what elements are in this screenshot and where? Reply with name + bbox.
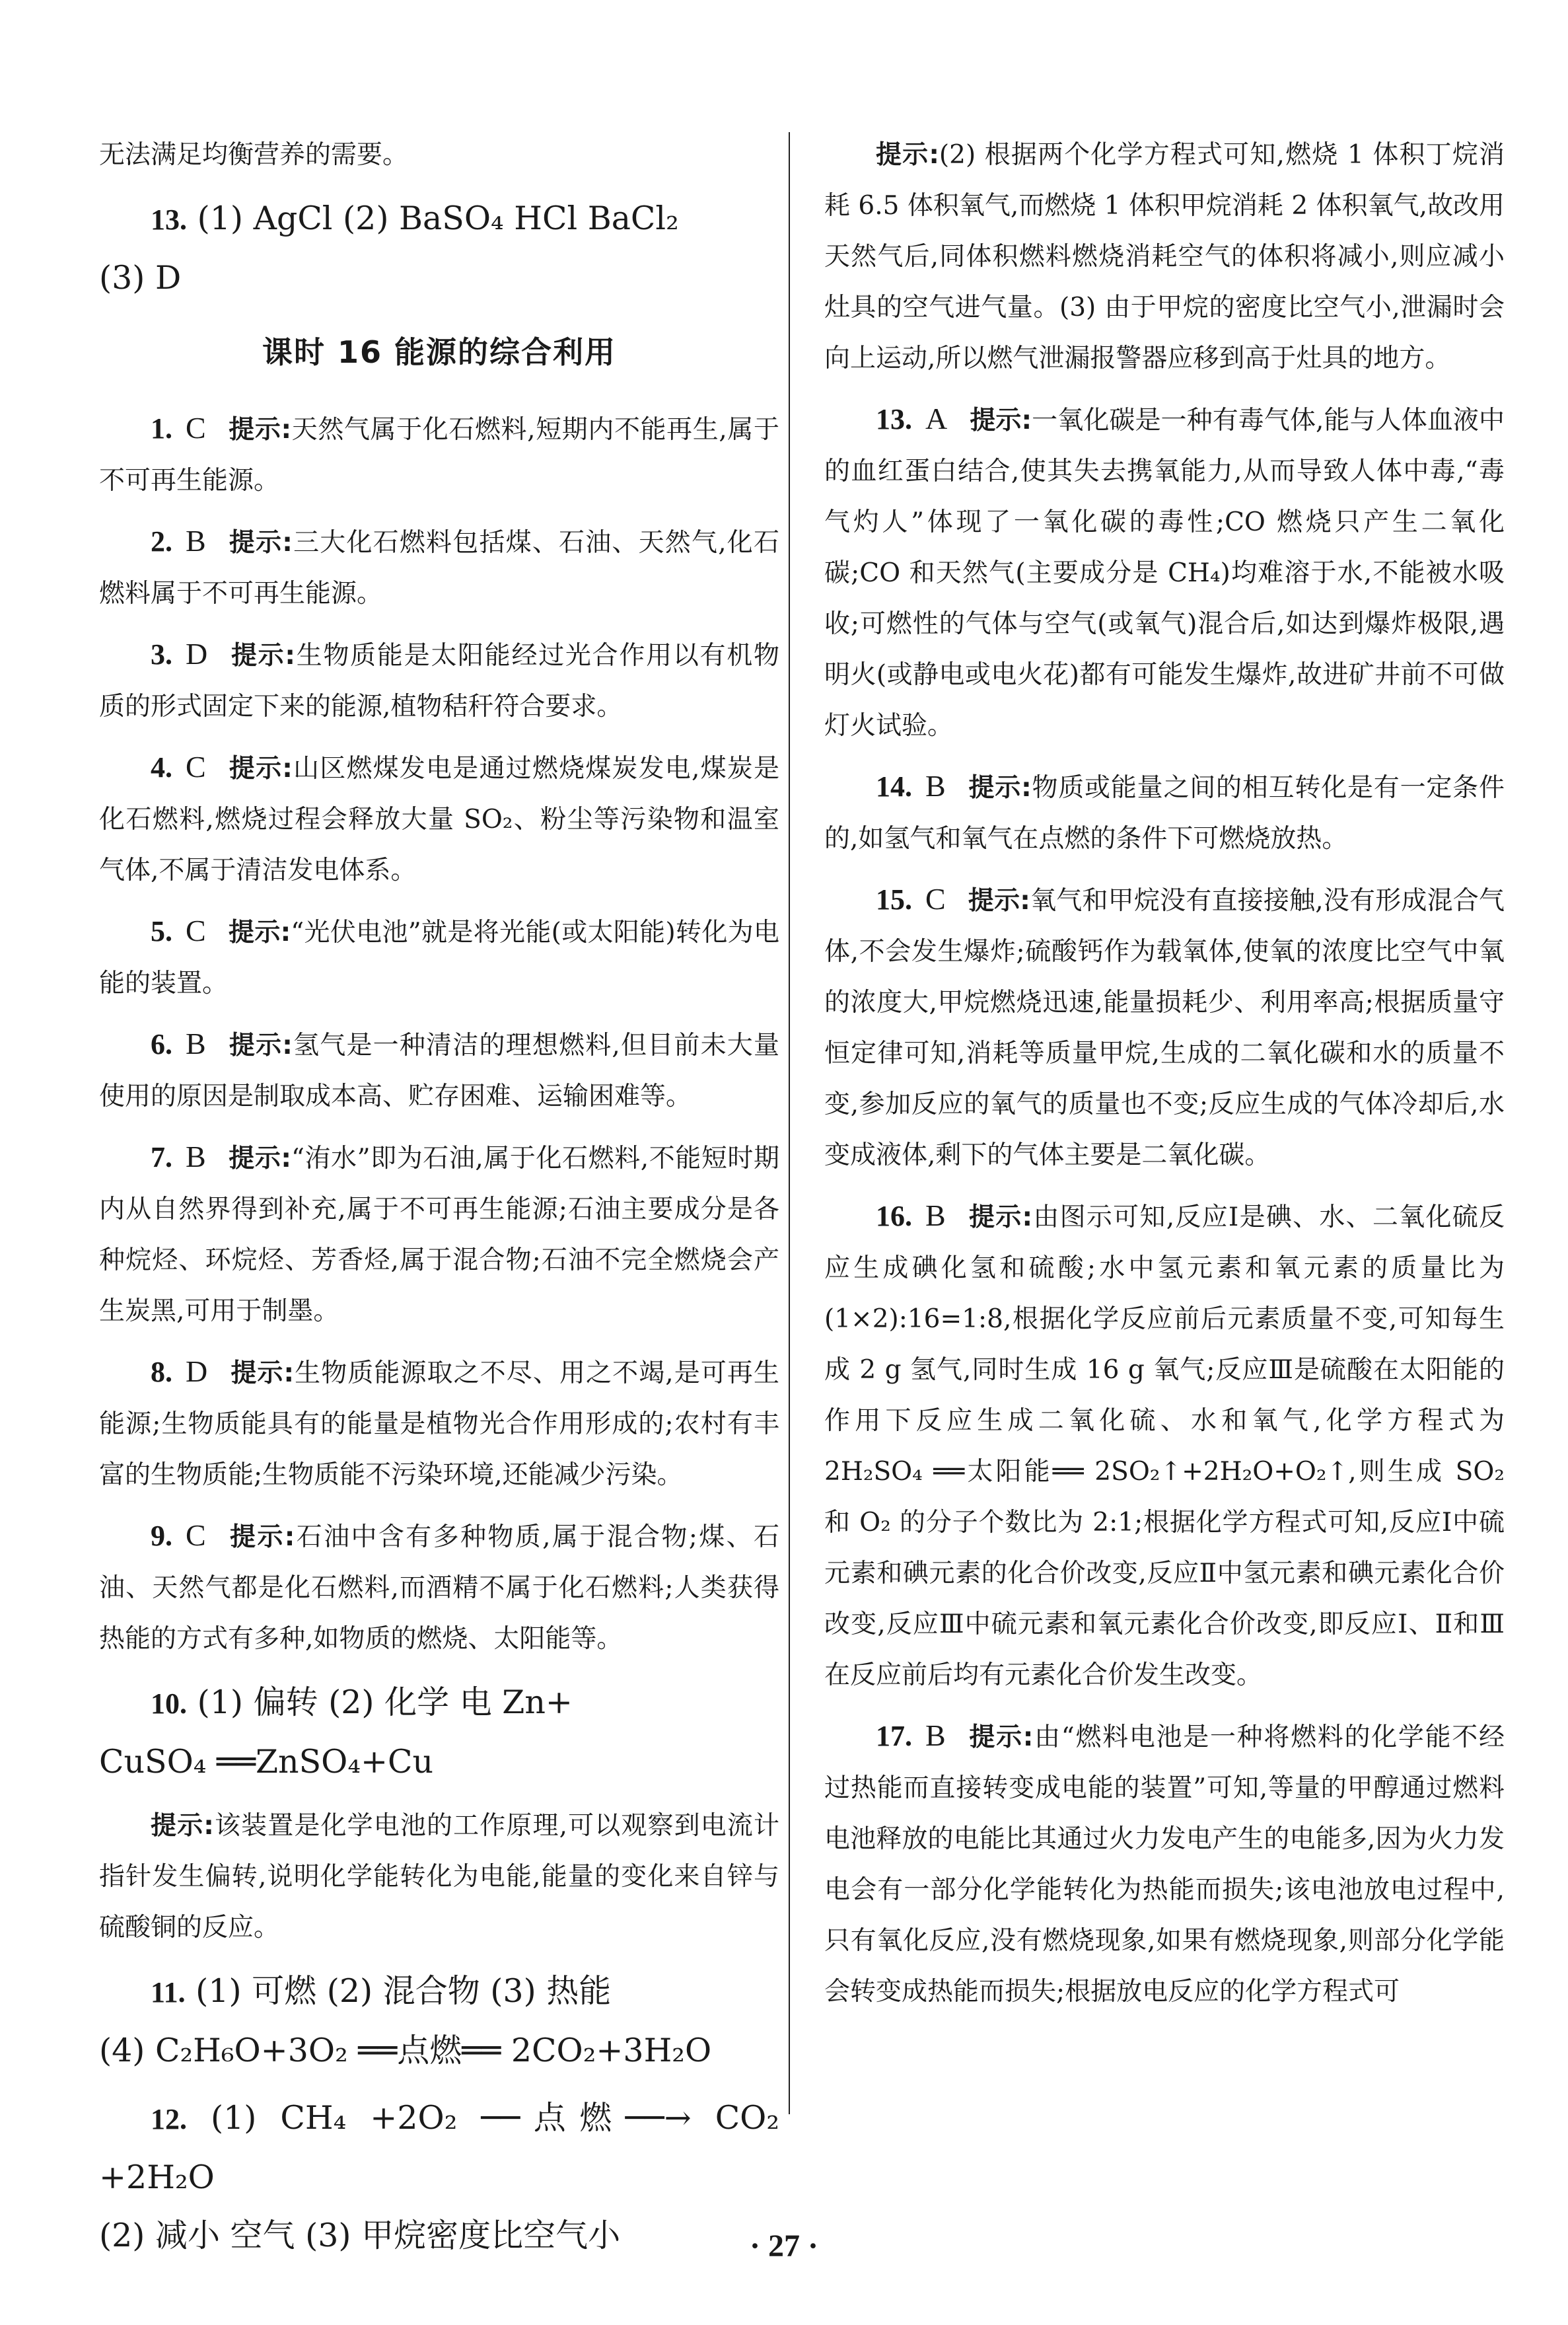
answer-12-hint [824,129,1505,384]
answer-10 [99,1674,779,1733]
answer-line: (1) AgCl (2) BaSO₄ HCl BaCl₂ [197,200,679,237]
intro-text: 无法满足均衡营养的需要。 [99,140,409,170]
answer-letter: C [925,882,946,916]
answer-12 [99,2089,779,2207]
item-number: 17. [876,1720,912,1752]
item-number: 12. [151,2103,187,2135]
hint-text: 三大化石燃料包括煤、石油、天然气,化石燃料属于不可再生能源。 [99,528,779,609]
answer-item-7 [99,1131,779,1337]
hint-label: 提示: [968,886,1030,916]
item-number: 13. [151,203,187,236]
answer-letter: C [186,914,206,947]
hint-label: 提示: [228,415,292,445]
hint-label: 提示: [151,1811,214,1841]
hint-label: 提示: [970,406,1032,435]
item-number: 10. [151,1687,187,1720]
page-number: · 27 · [749,2229,818,2264]
item-number: 5. [151,915,172,947]
hint-text: “洧水”即为石油,属于化石燃料,不能短时期内从自然界得到补充,属于不可再生能源;石油主要成分是各种烷烃、环烷烃、芳香烃,属于混合物;石油不完全燃烧会产生炭黑,可用于制墨。 [99,1144,779,1326]
hint-label: 提示: [968,1722,1034,1752]
item-number: 6. [151,1028,172,1060]
left-column [99,129,779,2274]
answer-letter: B [925,1199,946,1232]
hint-text: 生物质能是太阳能经过光合作用以有机物质的形式固定下来的能源,植物秸秆符合要求。 [99,641,779,721]
answer-letter: C [186,411,206,445]
hint-text: 该装置是化学电池的工作原理,可以观察到电流计指针发生偏转,说明化学能转化为电能,能量的变化来自锌与硫酸铜的反应。 [99,1811,779,1942]
hint-text: 山区燃煤发电是通过燃烧煤炭发电,煤炭是化石燃料,燃烧过程会释放大量 SO₂、粉尘等污染物和温室气体,不属于清洁发电体系。 [99,754,779,885]
item-number: 8. [151,1356,172,1388]
answer-letter: D [186,1354,208,1388]
answer-line: (1) 偏转 (2) 化学 电 Zn+ [197,1683,573,1721]
hint-label: 提示: [230,1358,295,1388]
hint-text: 石油中含有多种物质,属于混合物;煤、石油、天然气都是化石燃料,而酒精不属于化石燃料;人类获得热能的方式有多种,如物质的燃烧、太阳能等。 [99,1522,779,1654]
item-number: 4. [151,751,172,784]
hint-text: 物质或能量之间的相互转化是有一定条件的,如氢气和氧气在点燃的条件下可燃烧放热。 [824,773,1505,854]
answer-letter: B [925,769,946,803]
answer-item-2 [99,515,779,619]
item-number: 14. [876,770,912,803]
answer-line-continued: (3) D [99,259,182,297]
answer-letter: B [925,1718,946,1752]
answer-letter: C [186,750,206,784]
item-number: 11. [151,1976,186,2009]
answer-10-hint [99,1800,779,1953]
equation-line: (4) C₂H₆O+3O₂ ══点燃══ 2CO₂+3H₂O [99,2032,712,2069]
hint-text: “光伏电池”就是将光能(或太阳能)转化为电能的装置。 [99,918,779,998]
equation-line: CuSO₄ ══ZnSO₄+Cu [99,1743,434,1781]
item-number: 13. [876,403,912,435]
hint-label: 提示: [968,1202,1033,1232]
answer-item-1 [99,402,779,506]
hint-label: 提示: [876,140,939,170]
answer-letter: D [186,637,208,671]
column-divider [789,132,790,2114]
answer-item-6 [99,1018,779,1122]
item-number: 9. [151,1520,172,1552]
hint-label: 提示: [228,528,293,558]
hint-text: 一氧化碳是一种有毒气体,能与人体血液中的血红蛋白结合,使其失去携氧能力,从而导致人体中毒,“毒气灼人”体现了一氧化碳的毒性;CO 燃烧只产生二氧化碳;CO 和天然气(主要成分是 CH₄)均难溶于水,不能被水吸收;可燃性的气体与空气(或氧气)混合后,如达到爆炸极限,遇明火(或静电或电火花)都有可能发生爆炸,故进矿井前不可做灯火试验。 [824,406,1505,741]
hint-label: 提示: [968,773,1032,803]
answer-letter: C [186,1518,206,1552]
answer-11 [99,1962,779,2022]
hint-text: 氢气是一种清洁的理想燃料,但目前未大量使用的原因是制取成本高、贮存困难、运输困难等。 [99,1031,779,1111]
answer-13-prev [99,190,779,249]
hint-label: 提示: [230,641,295,671]
answer-item-8 [99,1346,779,1500]
answer-item-3 [99,628,779,732]
hint-label: 提示: [228,918,291,947]
answer-item-13 [824,393,1505,751]
answer-letter: B [186,1140,206,1173]
hint-label: 提示: [228,1522,295,1552]
section-title: 课时 16 能源的综合利用 [262,334,617,370]
item-number: 2. [151,525,172,558]
answer-letter: A [925,402,948,435]
item-number: 16. [876,1200,912,1232]
hint-label: 提示: [228,754,293,784]
answer-item-5 [99,905,779,1009]
answer-item-4 [99,741,779,896]
answer-item-14 [824,760,1505,864]
answer-item-15 [824,873,1505,1181]
answer-letter: B [186,524,206,558]
answer-line: (1) 可燃 (2) 混合物 (3) 热能 [196,1972,612,2010]
hint-text: 氧气和甲烷没有直接接触,没有形成混合气体,不会发生爆炸;硫酸钙作为载氧体,使氧的浓度比空气中氧的浓度大,甲烷燃烧迅速,能量损耗少、利用率高;根据质量守恒定律可知,消耗等质量甲烷,生成的二氧化碳和水的质量不变,参加反应的氧气的质量也不变;反应生成的气体冷却后,水变成液体,剩下的气体主要是二氧化碳。 [824,886,1505,1170]
hint-label: 提示: [228,1144,291,1173]
item-number: 3. [151,638,172,671]
equation-line: (1) CH₄ +2O₂ ──点燃──→ CO₂ +2H₂O [99,2099,779,2196]
answer-letter: B [186,1027,206,1060]
item-number: 7. [151,1141,172,1173]
hint-text: 天然气属于化石燃料,短期内不能再生,属于不可再生能源。 [99,415,779,496]
hint-text: 由图示可知,反应Ⅰ是碘、水、二氧化硫反应生成碘化氢和硫酸;水中氢元素和氧元素的质量比为(1×2):16=1:8,根据化学反应前后元素质量不变,可知每生成 2 g 氢气,同时生成 16 g 氧气;反应Ⅲ是硫酸在太阳能的作用下反应生成二氧化硫、水和氧气,化学方程式为 2H₂SO₄ ══太阳能══ 2SO₂↑+2H₂O+O₂↑,则生成 SO₂ 和 O₂ 的分子个数比为 2:1;根据化学方程式可知,反应Ⅰ中硫元素和碘元素的化合价改变,反应Ⅱ中氢元素和碘元素化合价改变,反应Ⅲ中硫元素和氧元素化合价改变,即反应Ⅰ、Ⅱ和Ⅲ在反应前后均有元素化合价发生改变。 [824,1202,1505,1690]
answer-line-continued: (2) 减小 空气 (3) 甲烷密度比空气小 [99,2217,621,2254]
hint-text: (2) 根据两个化学方程式可知,燃烧 1 体积丁烷消耗 6.5 体积氧气,而燃烧 1 体积甲烷消耗 2 体积氧气,故改用天然气后,同体积燃料燃烧消耗空气的体积将减小,则应减小灶具的空气进气量。(3) 由于甲烷的密度比空气小,泄漏时会向上运动,所以燃气泄漏报警器应移到高于灶具的地方。 [824,140,1505,373]
hint-text: 生物质能源取之不尽、用之不竭,是可再生能源;生物质能具有的能量是植物光合作用形成的;农村有丰富的生物质能;生物质能不污染环境,还能减少污染。 [99,1358,779,1490]
answer-item-16 [824,1190,1505,1701]
item-number: 15. [876,883,912,916]
answer-item-17 [824,1710,1505,2017]
answer-item-9 [99,1510,779,1664]
hint-text: 由“燃料电池是一种将燃料的化学能不经过热能而直接转变成电能的装置”可知,等量的甲醇通过燃料电池释放的电能比其通过火力发电产生的电能多,因为火力发电会有一部分化学能转化为热能而损失;该电池放电过程中,只有氧化反应,没有燃烧现象,如果有燃烧现象,则部分化学能会转变成热能而损失;根据放电反应的化学方程式可 [824,1722,1505,2007]
hint-label: 提示: [228,1031,293,1060]
item-number: 1. [151,412,172,445]
right-column [824,129,1505,2026]
